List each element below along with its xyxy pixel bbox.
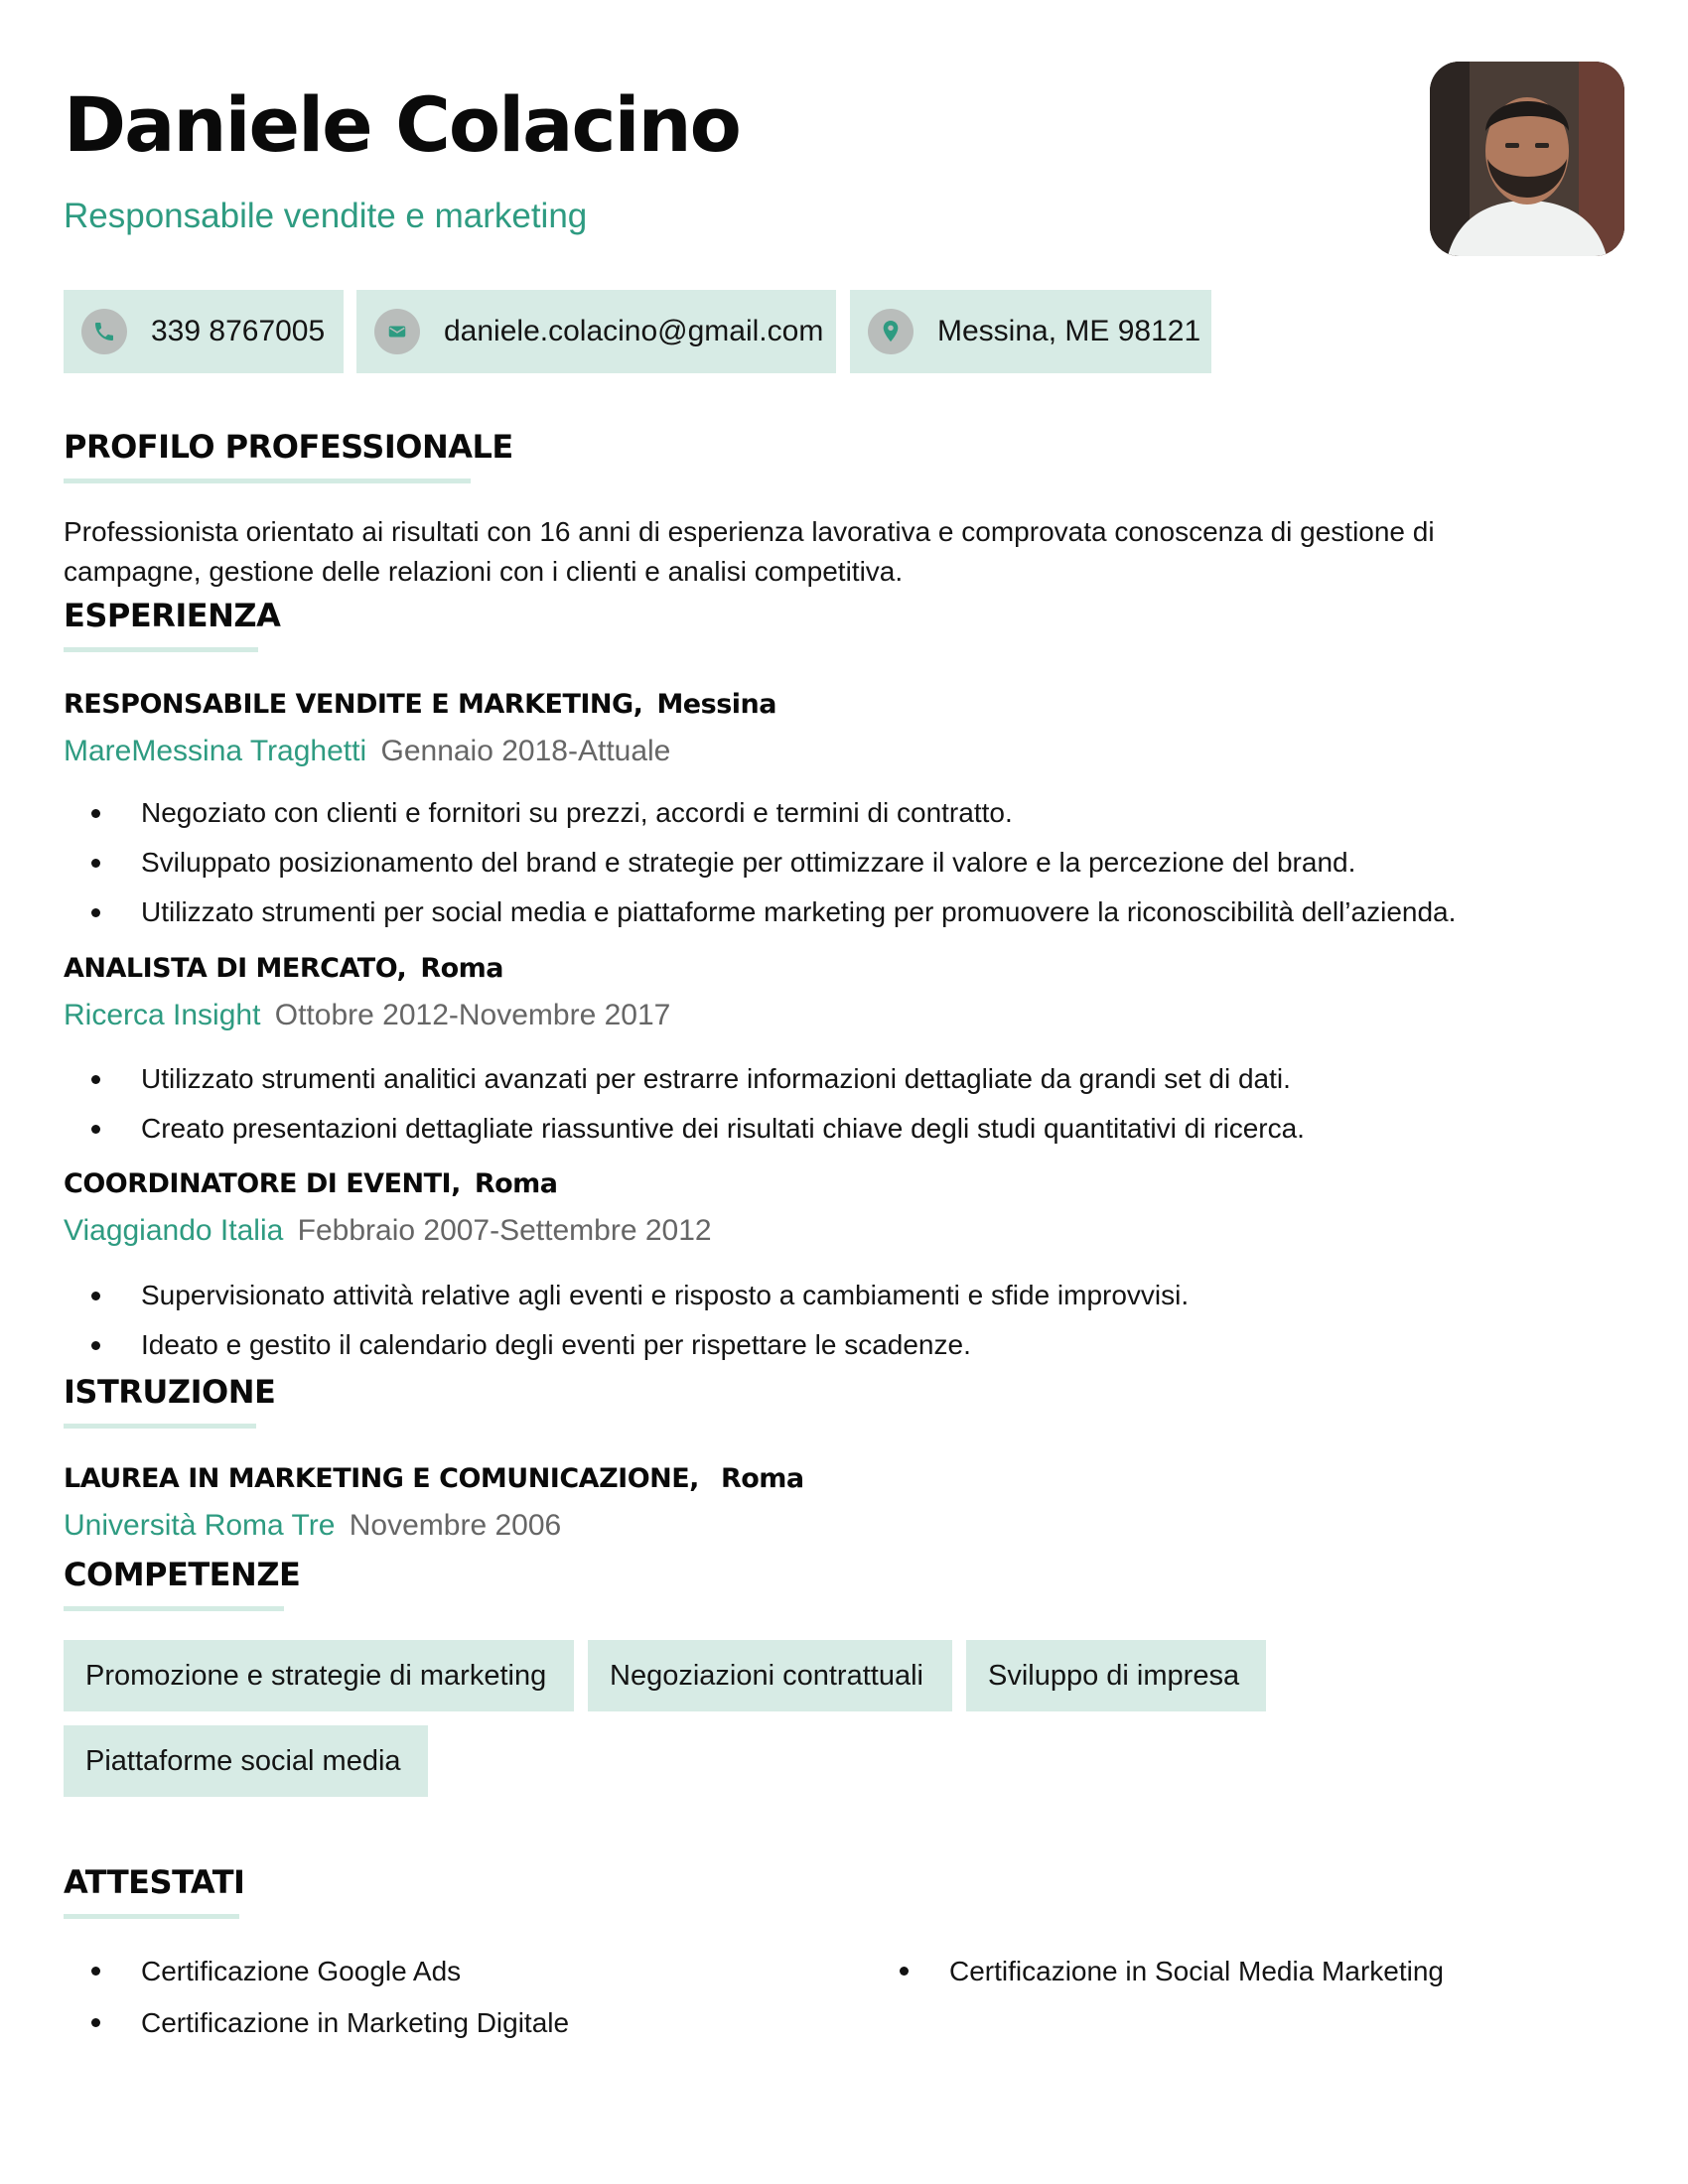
list-item: Utilizzato strumenti analitici avanzati per estrarre informazioni dettagliate da grandi set di dati. xyxy=(64,1054,1305,1104)
job-company: Ricerca Insight xyxy=(64,999,261,1031)
job-company: MareMessina Traghetti xyxy=(64,735,367,767)
profile-summary: Professionista orientato ai risultati con 16 anni di esperienza lavorativa e comprovata conoscenza di gestione di campagne, gestione delle relazioni con i clienti e analisi competitiva. xyxy=(64,516,1435,587)
skill-tag: Negoziazioni contrattuali xyxy=(588,1640,952,1711)
job-dates: Ottobre 2012-Novembre 2017 xyxy=(274,999,671,1031)
contact-email-text: daniele.colacino@gmail.com xyxy=(444,315,824,347)
list-item: Certificazione Google Ads xyxy=(64,1946,569,1997)
section-title-skills: COMPETENZE xyxy=(64,1556,301,1593)
job-location: Messina xyxy=(656,689,776,720)
contact-location[interactable] xyxy=(850,290,1211,373)
list-item: Sviluppato posizionamento del brand e strategie per ottimizzare il valore e la percezione del brand. xyxy=(64,838,1456,887)
section-underline xyxy=(64,1606,284,1611)
education-meta xyxy=(64,1509,561,1543)
list-item: Supervisionato attività relative agli eventi e risposto a cambiamenti e sfide improvvisi. xyxy=(64,1271,1189,1320)
location-pin-icon xyxy=(868,309,914,354)
job-role: COORDINATORE DI EVENTI, xyxy=(64,1168,461,1199)
contact-phone-text: 339 8767005 xyxy=(151,315,326,347)
job-dates: Gennaio 2018-Attuale xyxy=(380,735,671,767)
list-item: Certificazione in Marketing Digitale xyxy=(64,1997,569,2049)
job-meta xyxy=(64,1214,712,1248)
section-title-profile: PROFILO PROFESSIONALE xyxy=(64,428,513,466)
job-role: RESPONSABILE VENDITE E MARKETING, xyxy=(64,689,643,720)
job-title xyxy=(64,689,776,720)
section-title-education: ISTRUZIONE xyxy=(64,1373,276,1411)
job-title xyxy=(64,953,503,984)
job-title xyxy=(64,1168,558,1199)
contact-email[interactable] xyxy=(356,290,836,373)
list-item: Certificazione in Social Media Marketing xyxy=(872,1946,1444,1997)
contact-location-text: Messina, ME 98121 xyxy=(937,315,1201,347)
mail-icon xyxy=(374,309,420,354)
skill-tag: Promozione e strategie di marketing xyxy=(64,1640,574,1711)
section-title-certificates: ATTESTATI xyxy=(64,1863,245,1901)
job-location: Roma xyxy=(474,1168,558,1199)
job-bullets xyxy=(64,1271,1189,1370)
skill-tag: Piattaforme social media xyxy=(64,1725,428,1797)
list-item: Negoziato con clienti e fornitori su prezzi, accordi e termini di contratto. xyxy=(64,788,1456,838)
profile-photo xyxy=(1430,62,1624,256)
list-item: Ideato e gestito il calendario degli eventi per rispettare le scadenze. xyxy=(64,1320,1189,1370)
phone-icon xyxy=(81,309,127,354)
certificates-list-right xyxy=(872,1946,1444,1997)
list-item: Utilizzato strumenti per social media e piattaforme marketing per promuovere la riconoscibilità dell’azienda. xyxy=(64,887,1456,937)
job-location: Roma xyxy=(420,953,504,984)
job-meta xyxy=(64,735,670,768)
skill-tag: Sviluppo di impresa xyxy=(966,1640,1266,1711)
education-date: Novembre 2006 xyxy=(349,1509,562,1542)
job-bullets xyxy=(64,1054,1305,1154)
section-underline xyxy=(64,647,258,652)
section-underline xyxy=(64,478,471,483)
candidate-role: Responsabile vendite e marketing xyxy=(64,197,588,235)
job-company: Viaggiando Italia xyxy=(64,1214,284,1247)
certificates-list-left xyxy=(64,1946,569,2049)
contact-phone[interactable] xyxy=(64,290,344,373)
list-item: Creato presentazioni dettagliate riassuntive dei risultati chiave degli studi quantitativi di ricerca. xyxy=(64,1104,1305,1154)
degree-name: LAUREA IN MARKETING E COMUNICAZIONE, xyxy=(64,1463,699,1494)
degree-location: Roma xyxy=(720,1463,804,1494)
school-name: Università Roma Tre xyxy=(64,1509,336,1542)
section-underline xyxy=(64,1424,256,1429)
candidate-name: Daniele Colacino xyxy=(64,80,740,169)
job-dates: Febbraio 2007-Settembre 2012 xyxy=(297,1214,712,1247)
job-meta xyxy=(64,999,670,1032)
section-underline xyxy=(64,1914,239,1919)
section-title-experience: ESPERIENZA xyxy=(64,597,281,634)
degree-title xyxy=(64,1463,804,1494)
job-bullets xyxy=(64,788,1456,937)
job-role: ANALISTA DI MERCATO, xyxy=(64,953,407,984)
